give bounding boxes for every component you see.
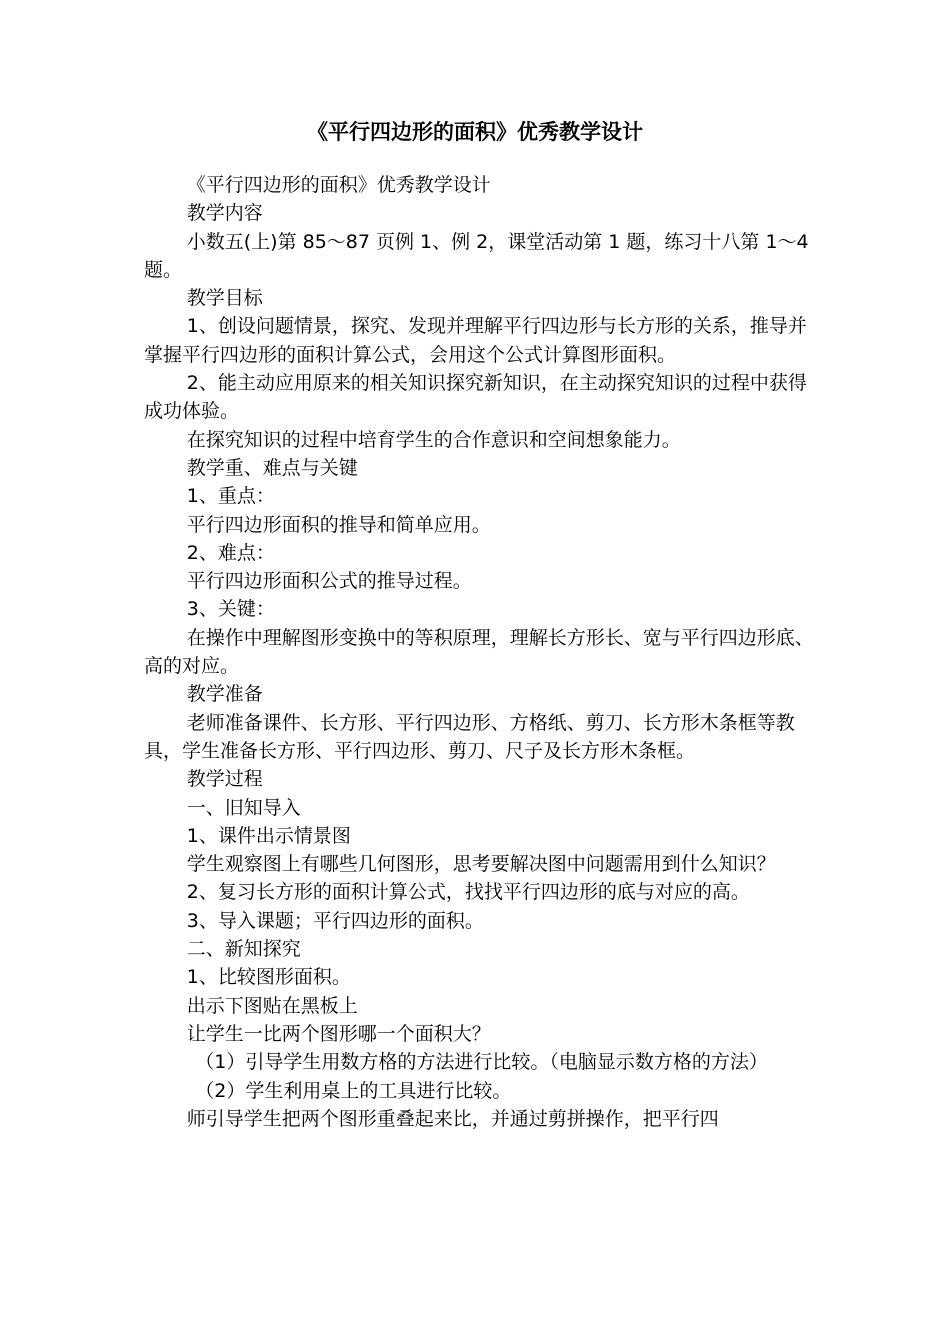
- paragraph: 《平行四边形的面积》优秀教学设计: [186, 174, 491, 196]
- section-heading: 教学重、难点与关键: [186, 456, 358, 479]
- paragraph: 师引导学生把两个图形重叠起来比，并通过剪拼操作，把平行四: [186, 1107, 719, 1130]
- paragraph: 1、重点：: [186, 485, 275, 508]
- section-heading: 教学准备: [186, 683, 263, 706]
- paragraph: 1、比较图形面积。: [186, 966, 351, 989]
- paragraph: （1）引导学生用数方格的方法进行比较。（电脑显示数方格的方法）: [195, 1051, 768, 1074]
- paragraph: 2、难点：: [186, 541, 275, 564]
- document-body: [144, 171, 824, 1133]
- paragraph: 学生观察图上有哪些几何图形，思考要解决图中问题需用到什么知识？: [186, 853, 776, 876]
- paragraph: 在探究知识的过程中培育学生的合作意识和空间想象能力。: [186, 428, 681, 451]
- paragraph: 1、创设问题情景，探究、发现并理解平行四边形与长方形的关系，推导并掌握平行四边形的面积计算公式，会用这个公式计算图形面积。: [144, 315, 807, 366]
- paragraph: 1、课件出示情景图: [186, 824, 351, 847]
- section-heading: 教学目标: [186, 287, 263, 310]
- paragraph: 老师准备课件、长方形、平行四边形、方格纸、剪刀、长方形木条框等教具，学生准备长方形、平行四边形、剪刀、尺子及长方形木条框。: [144, 711, 795, 762]
- paragraph: 平行四边形面积公式的推导过程。: [186, 570, 472, 593]
- paragraph: 平行四边形面积的推导和简单应用。: [186, 513, 491, 536]
- paragraph: 在操作中理解图形变换中的等积原理，理解长方形长、宽与平行四边形底、高的对应。: [144, 626, 814, 678]
- paragraph: 2、复习长方形的面积计算公式，找找平行四边形的底与对应的高。: [186, 881, 750, 904]
- paragraph: 小数五(上)第 85～87 页例 1、例 2，课堂活动第 1 题，练习十八第 1～4 题。: [144, 230, 809, 281]
- paragraph: （2）学生利用桌上的工具进行比较。: [195, 1079, 512, 1102]
- paragraph: 3、导入课题；平行四边形的面积。: [186, 909, 484, 932]
- paragraph: 二、新知探究: [186, 938, 301, 961]
- paragraph: 一、旧知导入: [186, 796, 301, 819]
- paragraph: 3、关键：: [186, 598, 275, 621]
- paragraph: 让学生一比两个图形哪一个面积大？: [186, 1022, 491, 1045]
- section-heading: 教学过程: [186, 768, 263, 791]
- section-heading: 教学内容: [186, 202, 263, 225]
- document-title: 《平行四边形的面积》优秀教学设计: [307, 120, 643, 144]
- paragraph: 出示下图贴在黑板上: [186, 994, 358, 1017]
- paragraph: 2、能主动应用原来的相关知识探究新知识，在主动探究知识的过程中获得成功体验。: [144, 372, 807, 423]
